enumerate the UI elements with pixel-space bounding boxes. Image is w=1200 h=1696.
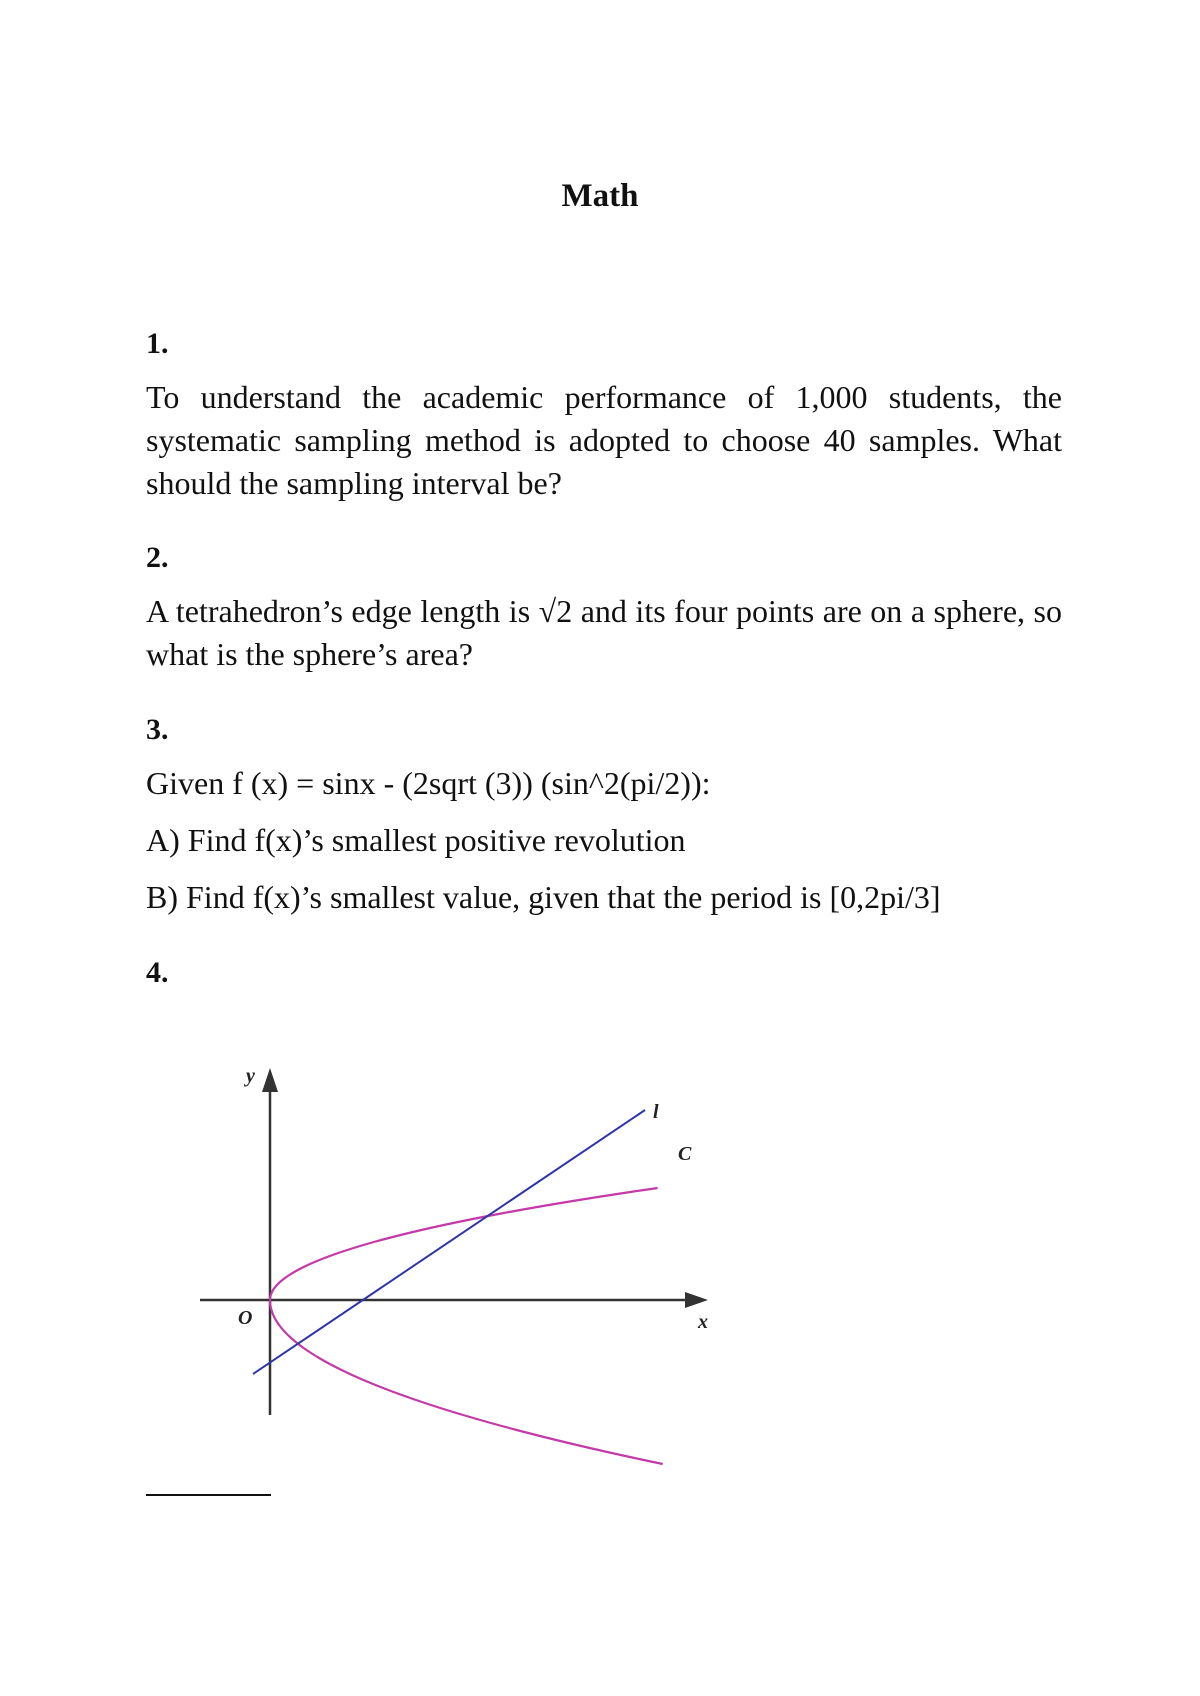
y-axis-arrow (262, 1068, 278, 1092)
parabola-line-figure (180, 1050, 740, 1480)
page-title: Math (561, 178, 639, 214)
question-2-text: A tetrahedron’s edge length is √2 and its four points are on a sphere, so what is the sphere’s area? (146, 593, 1062, 672)
x-axis-label: x (698, 1311, 708, 1333)
x-axis-arrow (685, 1292, 708, 1308)
curve-c-label: C (678, 1143, 692, 1165)
question-2-number: 2. (146, 541, 169, 574)
question-1-text: To understand the academic performance of 1,000 students, the systematic sampling method is adopted to choose 40 samples. What should the sampling interval be? (146, 379, 1062, 501)
figure-svg (180, 1050, 740, 1480)
question-3-number: 3. (146, 713, 169, 746)
question-4-number: 4. (146, 956, 169, 989)
y-axis-label: y (246, 1065, 255, 1087)
question-3-text: Given f (x) = sinx - (2sqrt (3)) (sin^2(pi/2)): (146, 765, 711, 801)
footnote-rule (146, 1494, 271, 1496)
line-l-label: l (653, 1101, 659, 1123)
question-3-part-b: B) Find f(x)’s smallest value, given that the period is [0,2pi/3] (146, 879, 941, 915)
origin-label: O (238, 1307, 253, 1329)
line-l (253, 1110, 645, 1374)
question-3-part-a: A) Find f(x)’s smallest positive revolution (146, 822, 686, 858)
question-1-number: 1. (146, 327, 169, 360)
